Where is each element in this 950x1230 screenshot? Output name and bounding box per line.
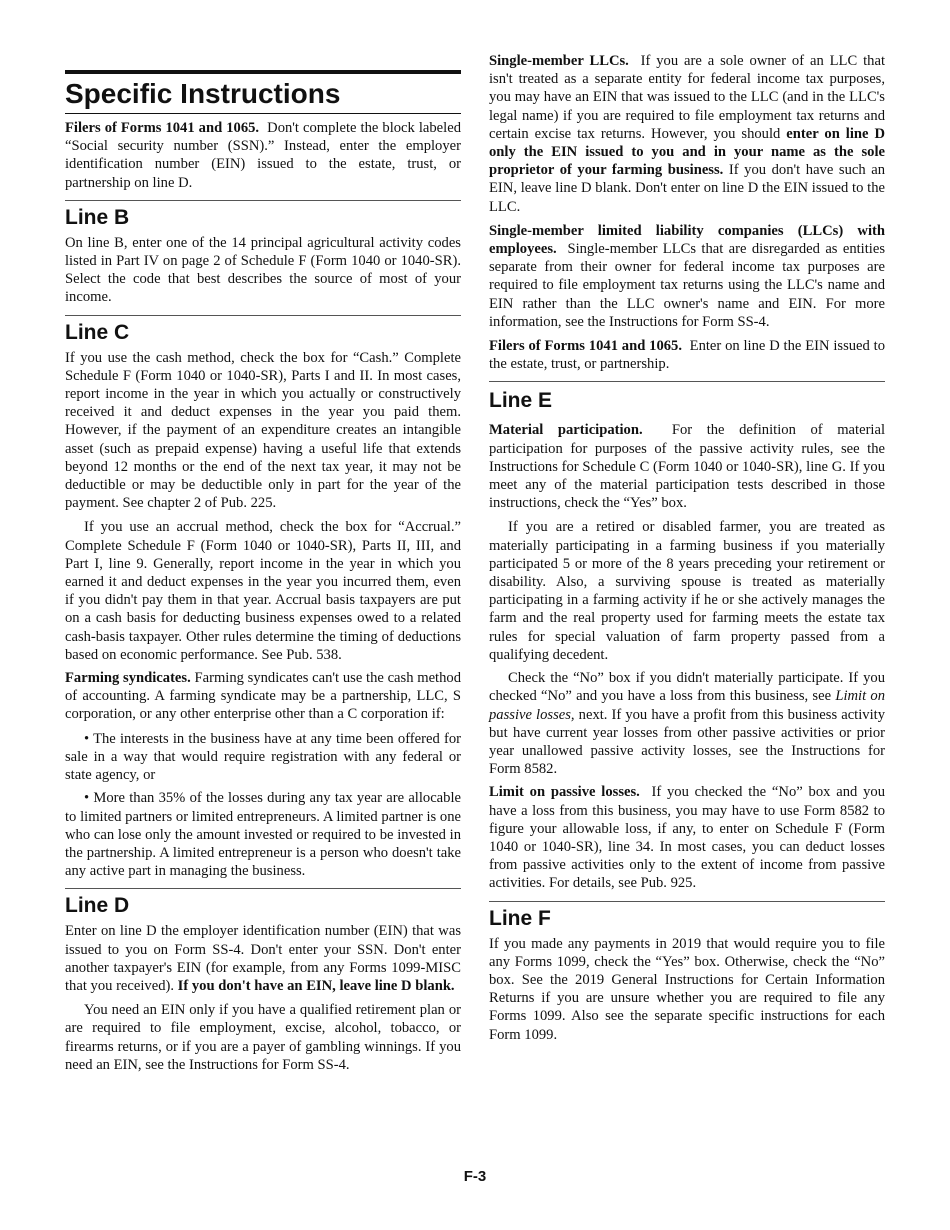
line-c-heading: Line C xyxy=(65,320,130,344)
line-b-paragraph: On line B, enter one of the 14 principal agricultural activity codes listed in Part IV on page 2 of Schedule F (Form 1040 or 1040-SR). Select the code that best describes the source of most of your income. xyxy=(65,234,461,306)
title-top-rule xyxy=(65,70,461,74)
smllc-bold: enter on line D only the EIN issued to you and in your name as the sole proprietor of your farming business. xyxy=(489,125,885,179)
page-title: Specific Instructions xyxy=(65,78,341,109)
material-participation-text: For the definition of material participation for purposes of the passive activity rules, see the Instructions for Schedule C (Form 1040 or 1040-SR), line G. If you meet any of the material participation tests described in those instructions, check the “Yes” box. xyxy=(489,422,886,512)
section-rule xyxy=(489,381,885,382)
syndicates-paragraph xyxy=(65,669,461,724)
line-d-paragraph-1 xyxy=(65,922,461,995)
smllc-employees-lead: Single-member limited liability companies (LLCs) with employees. xyxy=(489,222,885,258)
smllc-employees-paragraph xyxy=(489,222,885,331)
line-f-heading: Line F xyxy=(489,906,551,930)
bullet-item xyxy=(65,730,461,785)
section-rule xyxy=(489,901,885,902)
smllc-lead: Single-member LLCs. xyxy=(489,53,629,69)
line-f-paragraph: If you made any payments in 2019 that would require you to file any Forms 1099, check the “Yes” box. Otherwise, check the “No” box. See the 2019 General Instructions for Certain Information Returns if you are unsure whether you are required to file any Forms 1099. Also see the separate specific instructions for each Form 1099. xyxy=(489,935,885,1043)
line-d-heading: Line D xyxy=(65,894,130,918)
filers-ein-text: Enter on line D the EIN issued to the estate, trust, or partnership. xyxy=(489,338,886,373)
line-d-bold: If you don't have an EIN, leave line D blank. xyxy=(177,977,455,994)
left-column xyxy=(65,52,461,1079)
smllc-text-2: If you don't have such an EIN, leave line D blank. Don't enter on line D the EIN issued to the LLC. xyxy=(489,162,885,215)
filers-paragraph xyxy=(65,119,461,192)
bullet-icon: • xyxy=(84,790,90,807)
filers-ein-paragraph xyxy=(489,337,885,373)
line-e-heading: Line E xyxy=(489,389,553,413)
section-rule xyxy=(65,200,461,201)
filers-text: Don't complete the block labeled “Social security number (SSN).” Instead, enter the employer identification number (EIN) issued to the estate, trust, or partnership on line D. xyxy=(65,120,461,191)
line-c-paragraph-2: If you use an accrual method, check the box for “Accrual.” Complete Schedule F (Form 1040 or 1040-SR), Parts II, III, and Part I, line 9. Generally, report income in the year in which you earned it and deduct expenses in the year you incurred them, even if you didn't pay them in that year. Accrual basis taxpayers are put on a cash basis for deducting business expenses owed to a related cash-basis taxpayer. Other rules determine the timing of deductions based on economic performance. See Pub. 538. xyxy=(65,519,461,663)
section-rule xyxy=(65,315,461,316)
passive-losses-text: If you checked the “No” box and you have a loss from this business, you may have to use Form 8582 to figure your allowable loss, if any, to enter on Schedule F (Form 1040 or 1040-SR), line 34. In most cases, you can deduct losses from passive activities only to the extent of income from passive activities. For details, see Pub. 925. xyxy=(489,784,886,892)
passive-losses-lead: Limit on passive losses. xyxy=(489,784,640,801)
material-participation-paragraph xyxy=(489,421,885,512)
line-b-heading: Line B xyxy=(65,205,130,229)
bullet-icon: • xyxy=(84,730,90,747)
page-number: F-3 xyxy=(463,1168,487,1185)
line-e-p3-italic: Limit on passive losses, xyxy=(489,688,885,723)
line-e-p3-a: Check the “No” box if you didn't materially participate. If you checked “No” and you have a loss from this business, see xyxy=(489,670,885,705)
line-c-paragraph-1: If you use the cash method, check the box for “Cash.” Complete Schedule F (Form 1040 or 1040-SR), Parts I and II. In most cases, report income in the year in which you actually or constructively received it and deduct expenses in the year you paid them. However, if the payment of an expenditure creates an intangible asset (such as prepaid expense) having a useful life that extends beyond 12 months or the end of the next tax year, it may not be deductible or may be deductible only in part for the year of the payment. See chapter 2 of Pub. 225. xyxy=(65,349,461,512)
filers-ein-lead: Filers of Forms 1041 and 1065. xyxy=(489,338,682,355)
smllc-employees-text: Single-member LLCs that are disregarded as entities separate from their owner for federal income tax purposes are required to file employment tax returns using the LLC's name and EIN rather than the LLC owner's name and EIN. For more information, see the Instructions for Form SS-4. xyxy=(489,241,886,330)
smllc-text-1: If you are a sole owner of an LLC that isn't treated as a separate entity for federal income tax purposes, you may have an EIN that was issued to the LLC (and in the LLC's legal name) if you are required to file employment tax returns and certain excise tax returns. However, you should xyxy=(489,53,885,142)
bullet-item xyxy=(65,789,461,880)
filers-lead: Filers of Forms 1041 and 1065. xyxy=(65,120,260,136)
bullet-text: The interests in the business have at any time been offered for sale in a way that would require registration with any federal or state agency, or xyxy=(65,730,461,784)
line-e-paragraph-2: If you are a retired or disabled farmer, you are treated as materially participating in a farming business if you materially participated 5 or more of the 8 years preceding your retirement or disability. Also, a surviving spouse is treated as materially participating in a farming activity if he or she actively manages the farm and the real property used for farming meets the estate tax rules for special valuation of farm property passed from a qualifying decedent. xyxy=(489,519,885,663)
line-e-p3-b: next. If you have a profit from this business activity but have current year losses from other passive activities or prior year unallowed passive activity losses, see the Instructions for Form 8582. xyxy=(489,706,885,778)
line-d-paragraph-2: You need an EIN only if you have a qualified retirement plan or are required to file employment, excise, alcohol, tobacco, or firearms returns, or if you are a payer of gambling winnings. If you need an EIN, see the Instructions for Form SS-4. xyxy=(65,1002,461,1073)
title-bottom-rule xyxy=(65,113,461,114)
syndicates-text: Farming syndicates can't use the cash method of accounting. A farming syndicate may be a partnership, LLC, S corporation, or any other enterprise other than a C corporation if: xyxy=(65,670,461,723)
bullet-text: More than 35% of the losses during any tax year are allocable to limited partners or limited entrepreneurs. A limited partner is one who can lose only the amount invested or required to be invested in the partnership. A limited entrepreneur is a person who doesn't take any active part in managing the business. xyxy=(65,790,461,880)
syndicates-lead: Farming syndicates. xyxy=(65,670,191,687)
passive-losses-paragraph xyxy=(489,783,885,892)
line-e-paragraph-3 xyxy=(489,669,885,778)
line-d-text: Enter on line D the employer identification number (EIN) that was issued to you on Form SS-4. Don't enter your SSN. Don't enter another taxpayer's EIN (for example, from any Forms 1099-MISC that you received). xyxy=(65,923,461,994)
material-participation-lead: Material participation. xyxy=(489,422,643,439)
smllc-paragraph xyxy=(489,52,885,216)
right-column xyxy=(489,52,885,1050)
section-rule xyxy=(65,888,461,889)
